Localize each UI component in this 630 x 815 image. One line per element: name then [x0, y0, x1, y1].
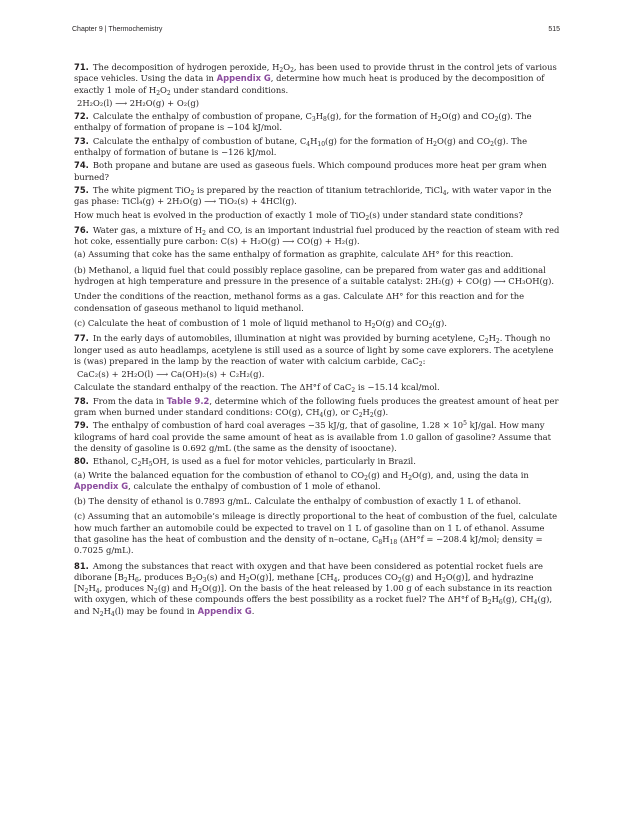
problem-72: 72. Calculate the enthalpy of combustion of propane, $C_3H_8(g)$, for the formation of $H_2O(g)$ and $CO_2(g)$. The enthalpy of formation of propane is −104 kJ/mol. [74, 111, 532, 133]
problem-number: 74. [74, 160, 89, 171]
table-9-2-link[interactable]: Table 9.2 [166, 395, 210, 406]
equation: 2H₂(g) + CO(g) ⟶ CH₃OH(g). [425, 276, 555, 287]
problem-number: 75. [74, 184, 89, 195]
problem-number: 79. [74, 420, 89, 431]
problem-74: 74. Both propane and butane are used as gaseous fuels. Which compound produces more heat per gram when burned? [74, 160, 547, 182]
problem-79: 79. The enthalpy of combustion of hard coal averages −35 kJ/g, that of gasoline, $1.28 \times 10^5$ kJ/gal. How many kilograms of hard coal provide the same amount of heat as is available from 1.0 gallon of gasoline? Assume that the density of gasoline is 0.692 g/mL (the same as the density of isooctane). [74, 420, 551, 453]
delta-h-symbol: ΔH° [385, 291, 404, 302]
problem-71: 71. The decomposition of hydrogen peroxide, $H_2O_2$, has been used to provide thrust in the control jets of various space vehicles. Using the data in Appendix G, determine how much heat is produced by the decomposition of exactly 1 mole of $H_2O_2$ under standard conditions. [74, 62, 557, 97]
problem-75-question: How much heat is evolved in the production of exactly 1 mole of TiO$_2$(s) under standard state conditions? [74, 209, 523, 222]
equation: 2H₂O₂(l) ⟶ 2H₂O(g) + O₂(g) [77, 97, 199, 108]
equation: C(s) + H₂O(g) ⟶ CO(g) + H₂(g). [220, 236, 360, 247]
problem-76-part-b-cont: Under the conditions of the reaction, methanol forms as a gas. Calculate ΔH° for this reaction and for the condensation of gaseous methanol to liquid methanol. [74, 291, 525, 313]
problem-81: 81. Among the substances that react with oxygen and that have been considered as potential rocket fuels are diborane [$B_2H_6$, produces $B_2O_3(s)$ and $H_2O(g)$], methane [$CH_4$, produces $CO_2(g)$ and $H_2O(g)$], and hydrazine [$N_2H_4$, produces $N_2(g)$ and $H_2O(g)$]. On the basis of the heat released by 1.00 g of each substance in its reaction with oxygen, which of these compounds offers the best possibility as a rocket fuel? The ΔH°f of $B_2H_6(g)$, $CH_4(g)$, and $N_2H_4(l)$ may be found in Appendix G. [74, 560, 553, 618]
appendix-g-link[interactable]: Appendix G [216, 73, 271, 84]
problem-76-part-a: (a) Assuming that coke has the same enthalpy of formation as graphite, calculate ΔH° for this reaction. [74, 249, 514, 260]
problem-80: 80. Ethanol, $C_2H_5OH$, is used as a fuel for motor vehicles, particularly in Brazil. [74, 456, 416, 469]
problem-number: 72. [74, 111, 89, 122]
problem-number: 78. [74, 395, 89, 406]
problem-75: 75. The white pigment TiO$_2$ is prepared by the reaction of titanium tetrachloride, TiCl$_4$, with water vapor in the gas phase: TiCl₄(g) + 2H₂O(g) ⟶ TiO₂(s) + 4HCl(g). [74, 184, 552, 207]
problem-80-part-c: (c) Assuming that an automobile’s mileage is directly proportional to the heat of combustion of the fuel, calculate how much farther an automobile could be expected to travel on 1 L of gasoline than on 1 L of ethanol. Assume that gasoline has the heat of combustion and the density of n–octane, $C_8H_{18}$ (ΔH°f = −208.4 kJ/mol; density = 0.7025 g/mL). [74, 511, 558, 556]
problem-number: 73. [74, 135, 89, 146]
appendix-g-link[interactable]: Appendix G [74, 480, 129, 491]
problem-number: 81. [74, 560, 89, 571]
problem-80-part-a: (a) Write the balanced equation for the combustion of ethanol to $CO_2(g)$ and $H_2O(g)$, and, using the data in Appendix G, calculate the enthalpy of combustion of 1 mole of ethanol. [74, 469, 529, 491]
problem-list [74, 62, 560, 619]
delta-h-symbol: ΔH° [422, 249, 440, 260]
problem-80-part-b: (b) The density of ethanol is 0.7893 g/mL. Calculate the enthalpy of combustion of exactly 1 L of ethanol. [74, 496, 522, 507]
problem-77: 77. In the early days of automobiles, illumination at night was provided by burning acetylene, $C_2H_2$. Though no longer used as auto headlamps, acetylene is still used as a source of light by some cave explorers. The acetylene is (was) prepared in the lamp by the reaction of water with calcium carbide, CaC$_2$: [74, 333, 554, 368]
problem-number: 77. [74, 333, 89, 344]
problem-number: 80. [74, 456, 89, 467]
page-number: 515 [548, 26, 560, 33]
problem-number: 71. [74, 62, 89, 72]
appendix-g-link[interactable]: Appendix G [197, 605, 252, 616]
equation: TiCl₄(g) + 2H₂O(g) ⟶ TiO₂(s) + 4HCl(g). [121, 196, 297, 207]
problem-77-question: Calculate the standard enthalpy of the reaction. The ΔH°f of CaC$_2$ is −15.14 kcal/mol. [74, 382, 440, 395]
problem-73: 73. Calculate the enthalpy of combustion of butane, $C_4H_{10}(g)$ for the formation of $H_2O(g)$ and $CO_2(g)$. The enthalpy of formation of butane is −126 kJ/mol. [74, 135, 528, 158]
equation: CaC₂(s) + 2H₂O(l) ⟶ Ca(OH)₂(s) + C₂H₂(g). [77, 369, 265, 380]
delta-h-symbol: ΔH°f [299, 382, 321, 393]
problem-78: 78. From the data in Table 9.2, determine which of the following fuels produces the greatest amount of heat per gram when burned under standard conditions: CO(g), $CH_4(g)$, or $C_2H_2(g)$. [74, 395, 559, 420]
problem-76: 76. Water gas, a mixture of $H_2$ and CO, is an important industrial fuel produced by the reaction of steam with red hot coke, essentially pure carbon: C(s) + H₂O(g) ⟶ CO(g) + H₂(g). [74, 224, 560, 247]
problem-number: 76. [74, 224, 89, 235]
problem-76-part-c: (c) Calculate the heat of combustion of 1 mole of liquid methanol to $H_2O(g)$ and $CO_2(g)$. [74, 317, 447, 330]
delta-h-symbol: ΔH°f [447, 594, 469, 605]
problem-76-part-b: (b) Methanol, a liquid fuel that could possibly replace gasoline, can be prepared from water gas and additional hydrogen at high temperature and pressure in the presence of a suitable catalyst: 2H₂(g) + CO(g) ⟶ CH₃OH(g). [74, 264, 555, 287]
chapter-header: Chapter 9 | Thermochemistry [72, 26, 163, 33]
